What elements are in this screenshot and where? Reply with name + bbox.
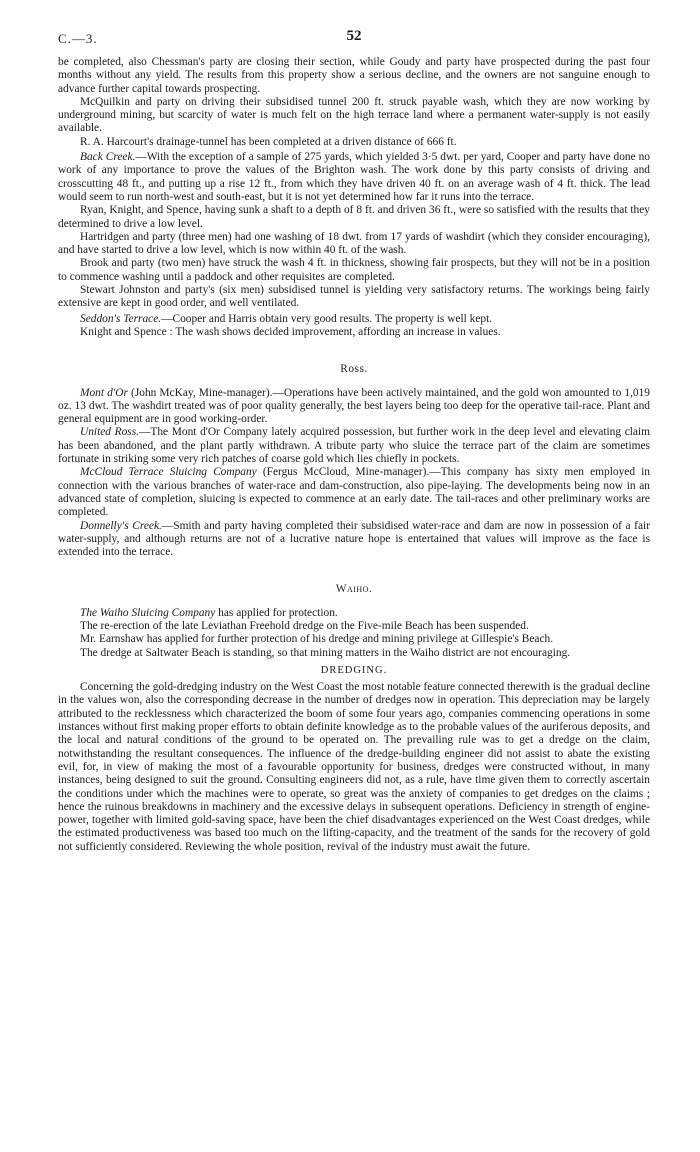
paragraph: McCloud Terrace Sluicing Company (Fergus McCloud, Mine-manager).—This company has sixty men employed in connection with the various branches of water-race and dam-construction, also pipe-laying. The developments being now in an advanced state of completion, sluicing is expected to commence at an early date. The tail-races and other preliminary works are completed. <box>58 466 650 519</box>
paragraph: Ryan, Knight, and Spence, having sunk a shaft to a depth of 8 ft. and driven 36 ft., were so satisfied with the results that they determined to drive a low level. <box>58 204 650 230</box>
paragraph: Back Creek.—With the exception of a sample of 275 yards, which yielded 3·5 dwt. per yard, Cooper and party have done no work of any importance to prove the values of the Brighton wash. The work done by this party consists of driving and crosscutting 48 ft., and putting up a rise 12 ft., from which they have driven 40 ft. on an average wash of 4 ft. thick. The lead would seem to run north-west and south-east, but it is not yet determined how far it runs into the terrace. <box>58 151 650 203</box>
section-body-dredging <box>58 681 650 854</box>
section-title-dredging: DREDGING. <box>320 664 388 676</box>
section-body-top <box>58 56 650 339</box>
paragraph: Concerning the gold-dredging industry on the West Coast the most notable feature connected therewith is the gradual decline in the values won, also the corresponding decrease in the number of dredges now in operation. This depreciation may be largely attributed to the recklessness which characterized the boom of some four years ago, companies commencing operations in some instances without first making proper efforts to obtain definite knowledge as to the probable values of the auriferous deposits, and the local and natural conditions of the ground to be operated on. The prevailing rule was to get a dredge on the claim, notwithstanding the resultant consequences. The influence of the dredge-building engineer did not assist to abate the existing evil, for, in view of making the most of a favourable opportunity for business, dredges were constructed without, in many instances, being designed to suit the ground. Consulting engineers did not, as a rule, have time given them to correctly ascertain the conditions under which the machines were to operate, so great was the anxiety of companies to get dredges on the claims ; hence the ruinous breakdowns in machinery and the excessive delays in subsequent operations. Deficiency in strength of engine-power, together with limited gold-saving space, have been the chief disadvantages experienced on the West Coast dredges, while the estimated productiveness was based too much on the lifting-capacity, and the treatment of the sands for the recovery of gold not sufficiently considered. Reviewing the whole position, revival of the industry must await the future. <box>58 681 650 853</box>
paragraph: The re-erection of the late Leviathan Freehold dredge on the Five-mile Beach has been suspended. <box>80 619 529 632</box>
paragraph: be completed, also Chessman's party are closing their section, while Goudy and party have prospected during the past four months without any yield. The results from this property show a serious decline, and the owners are not sanguine enough to advance further capital towards prospecting. <box>58 56 650 95</box>
section-title-waiho: Waiho. <box>335 583 373 596</box>
section-body-waiho <box>58 607 650 660</box>
paragraph: The Waiho Sluicing Company has applied for protection. <box>80 606 338 619</box>
paragraph: Knight and Spence : The wash shows decided improvement, affording an increase in values. <box>80 325 501 338</box>
paragraph: Seddon's Terrace.—Cooper and Harris obtain very good results. The property is well kept. <box>80 312 493 325</box>
paragraph: Hartridgen and party (three men) had one washing of 18 dwt. from 17 yards of washdirt (which they consider encouraging), and have started to drive a low level, which is now within 40 ft. of the wash. <box>58 230 650 257</box>
paragraph: McQuilkin and party on driving their subsidised tunnel 200 ft. struck payable wash, which they are now working by underground mining, but scarcity of water is much felt on the high terrace land where a permanent water-supply is not easily available. <box>58 95 650 135</box>
section-body-ross <box>58 387 650 560</box>
document-reference: C.—3. <box>58 31 98 46</box>
section-title-ross: Ross. <box>340 363 368 376</box>
paragraph: Mont d'Or (John McKay, Mine-manager).—Operations have been actively maintained, and the gold won amounted to 1,019 oz. 13 dwt. The washdirt treated was of poor quality generally, the best layers being too deep for the operative tail-race. Plant and general equipment are in good working-order. <box>58 386 651 426</box>
paragraph: Brook and party (two men) have struck the wash 4 ft. in thickness, showing fair prospects, but they will not be in a position to commence washing until a paddock and other requisites are completed. <box>58 257 650 283</box>
paragraph: United Ross.—The Mont d'Or Company lately acquired possession, but further work in the deep level and elevating claim has been abandoned, and the plant partly withdrawn. A tribute party who sluice the terrace part of the claim are sometimes fortunate in striking some very rich patches of coarse gold which lies chiefly in pockets. <box>58 426 650 466</box>
paragraph: Stewart Johnston and party's (six men) subsidised tunnel is yielding very satisfactory returns. The workings being fairly extensive are kept in good order, and well ventilated. <box>58 284 650 310</box>
page-header <box>58 28 650 50</box>
page-number: 52 <box>346 28 362 44</box>
paragraph: The dredge at Saltwater Beach is standing, so that mining matters in the Waiho district are not encouraging. <box>80 646 571 659</box>
paragraph: R. A. Harcourt's drainage-tunnel has been completed at a driven distance of 666 ft. <box>80 135 457 148</box>
paragraph: Donnelly's Creek.—Smith and party having completed their subsidised water-race and dam are now in possession of a fair water-supply, and although returns are not of a lucrative nature hope is entertained that values will improve as the face is extended into the terrace. <box>58 519 650 559</box>
paragraph: Mr. Earnshaw has applied for further protection of his dredge and mining privilege at Gillespie's Beach. <box>80 633 554 646</box>
